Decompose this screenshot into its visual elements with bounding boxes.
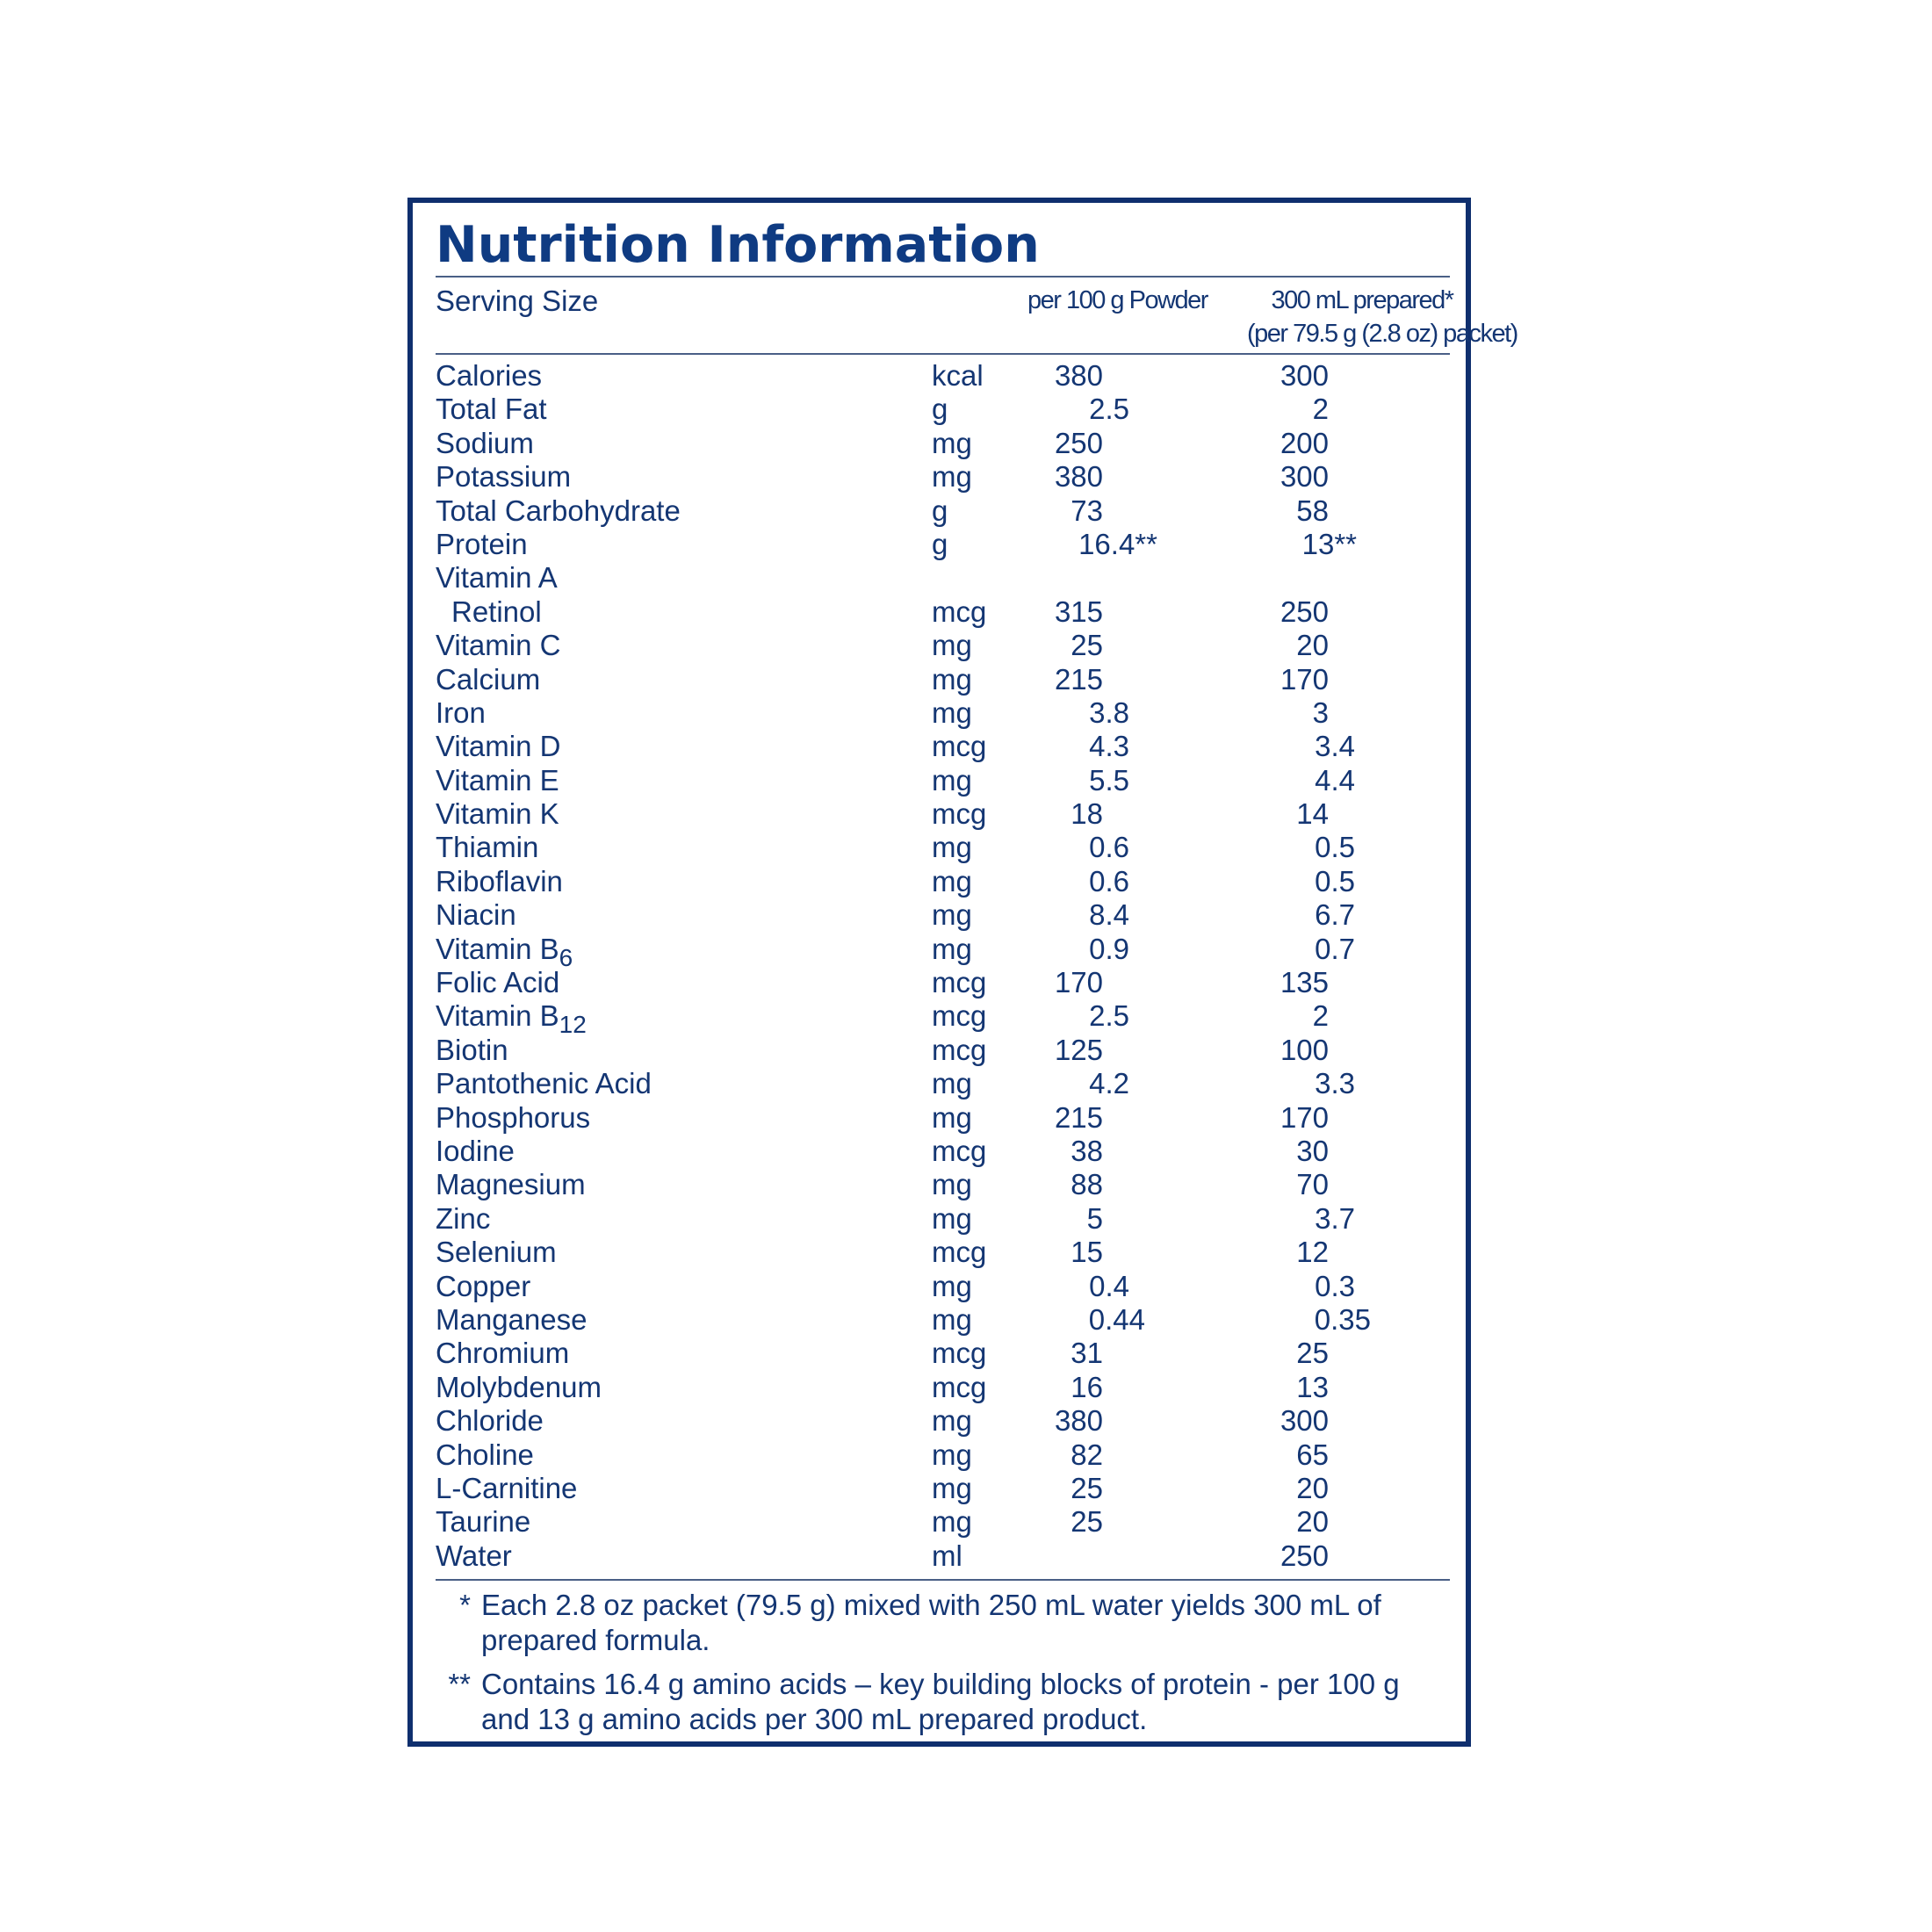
value-per-100g: 4.2: [1089, 1067, 1129, 1100]
value-per-100g: 0.6: [1089, 864, 1129, 898]
nutrient-unit: mg: [932, 898, 972, 932]
value-prepared: 20: [1296, 629, 1329, 662]
value-per-100g: 380: [1054, 359, 1103, 392]
nutrient-name-text: Vitamin E: [436, 763, 559, 797]
table-row: [436, 1472, 1454, 1505]
nutrient-unit: mg: [932, 662, 972, 696]
value-per-100g: 18: [1071, 797, 1103, 831]
table-row: [436, 1371, 1454, 1404]
nutrient-name: [436, 999, 587, 1039]
nutrient-name: [436, 427, 534, 460]
value-per-100g: 380: [1054, 1404, 1103, 1438]
value-per-100g: 25: [1071, 629, 1103, 662]
nutrient-name: [436, 1371, 602, 1404]
nutrient-unit: mg: [932, 1438, 972, 1471]
value-per-100g: 0.9: [1089, 932, 1129, 965]
nutrient-name-text: Vitamin B: [436, 932, 559, 965]
value-per-100g: 2.5: [1089, 393, 1129, 426]
value-prepared: 300: [1280, 1404, 1329, 1438]
value-prepared: 300: [1280, 460, 1329, 494]
table-row: [436, 1168, 1454, 1201]
value-per-100g: 0.6: [1089, 831, 1129, 864]
nutrient-unit: mcg: [932, 1337, 987, 1370]
nutrient-name: [436, 460, 571, 494]
value-per-100g: 380: [1054, 460, 1103, 494]
header-divider: [436, 353, 1450, 355]
value-prepared: 0.7: [1315, 932, 1355, 965]
nutrient-name: [436, 1202, 490, 1236]
value-per-100g: 250: [1054, 426, 1103, 459]
column-header-prepared-line1: 300 mL prepared*: [1271, 286, 1453, 314]
table-row: [436, 460, 1454, 494]
value-per-100g: 88: [1071, 1168, 1103, 1201]
table-row: [436, 629, 1454, 662]
table-row: [436, 898, 1454, 932]
nutrient-unit: mg: [932, 426, 972, 459]
nutrient-name-text: Vitamin D: [436, 730, 561, 763]
table-row: [436, 1337, 1454, 1370]
nutrient-name: [436, 797, 559, 831]
footnote-text: Each 2.8 oz packet (79.5 g) mixed with 250 mL water yields 300 mL of prepared formula.: [481, 1589, 1381, 1656]
value-prepared: 3: [1312, 696, 1329, 729]
page-title: Nutrition Information: [436, 216, 1040, 274]
nutrient-name-text: L-Carnitine: [436, 1471, 578, 1504]
nutrient-name: [436, 865, 563, 898]
value-prepared: 300: [1280, 359, 1329, 392]
value-prepared: 25: [1296, 1337, 1329, 1370]
nutrient-unit: mcg: [932, 797, 987, 831]
value-per-100g: 25: [1071, 1471, 1103, 1504]
value-prepared: 13: [1296, 1370, 1329, 1403]
serving-size-label: Serving Size: [436, 285, 599, 317]
nutrient-name: [436, 1135, 515, 1168]
value-per-100g: 15: [1071, 1236, 1103, 1269]
nutrient-name-text: Total Carbohydrate: [436, 494, 681, 527]
nutrient-name-text: Selenium: [436, 1236, 557, 1269]
value-per-100g: 4.3: [1089, 730, 1129, 763]
table-row: [436, 1236, 1454, 1269]
nutrient-name-text: Water: [436, 1539, 512, 1572]
nutrient-unit: g: [932, 494, 948, 527]
table-row: [436, 427, 1454, 460]
value-prepared: 30: [1296, 1134, 1329, 1167]
table-row: [436, 865, 1454, 898]
value-prepared: 0.5: [1315, 831, 1355, 864]
value-prepared: 20: [1296, 1471, 1329, 1504]
nutrient-unit: mg: [932, 1505, 972, 1539]
nutrient-name: [436, 1472, 577, 1505]
table-row: [436, 663, 1454, 696]
value-per-100g: 215: [1054, 662, 1103, 696]
value-prepared: 2: [1312, 393, 1329, 426]
nutrient-table: [436, 359, 1454, 1573]
footnote-item: [436, 1667, 1445, 1737]
table-row: [436, 393, 1454, 426]
value-prepared: 20: [1296, 1505, 1329, 1539]
nutrient-unit: mg: [932, 864, 972, 898]
footnotes: [436, 1588, 1445, 1746]
nutrient-name-subscript: 6: [559, 943, 573, 971]
nutrient-unit: mcg: [932, 595, 987, 628]
value-per-100g: 0.44: [1088, 1302, 1145, 1336]
table-row: [436, 696, 1454, 730]
nutrient-name: [436, 1101, 590, 1135]
nutrient-name-text: Riboflavin: [436, 864, 563, 898]
table-row: [436, 595, 1454, 629]
table-row: [436, 1202, 1454, 1236]
nutrient-unit: mg: [932, 1471, 972, 1504]
value-prepared: 170: [1280, 662, 1329, 696]
value-prepared: 3.4: [1315, 730, 1355, 763]
nutrient-name: [436, 1438, 534, 1472]
value-prepared: 170: [1280, 1100, 1329, 1134]
value-per-100g: 170: [1054, 966, 1103, 999]
table-row: [436, 831, 1454, 864]
value-per-100g: 125: [1054, 1033, 1103, 1066]
value-per-100g: 73: [1071, 494, 1103, 527]
value-per-100g: 16: [1071, 1370, 1103, 1403]
nutrient-name-text: Copper: [436, 1269, 531, 1302]
nutrient-name: [436, 1303, 587, 1337]
value-per-100g: 3.8: [1089, 696, 1129, 729]
nutrient-name-text: Potassium: [436, 460, 572, 494]
value-prepared: 250: [1280, 595, 1329, 628]
value-prepared: 135: [1280, 966, 1329, 999]
nutrient-name: [436, 730, 560, 763]
nutrient-name: [436, 932, 573, 971]
nutrient-unit: mg: [932, 629, 972, 662]
nutrient-name: [436, 1404, 544, 1438]
value-per-100g: 5: [1086, 1201, 1103, 1235]
nutrient-name-text: Manganese: [436, 1302, 588, 1336]
nutrient-name: [436, 898, 516, 932]
nutrient-unit: mg: [932, 1067, 972, 1100]
nutrient-name: [436, 359, 542, 393]
column-header-prepared: [1247, 284, 1517, 350]
nutrient-unit: g: [932, 527, 948, 560]
nutrient-unit: mg: [932, 1100, 972, 1134]
value-prepared: 100: [1280, 1033, 1329, 1066]
value-per-100g: 38: [1071, 1134, 1103, 1167]
table-row: [436, 730, 1454, 763]
table-row: [436, 932, 1454, 971]
table-row: [436, 966, 1454, 999]
value-per-100g: 0.4: [1089, 1269, 1129, 1302]
nutrient-unit: mg: [932, 460, 972, 494]
value-prepared: 3.7: [1315, 1201, 1355, 1235]
nutrient-name: [436, 1067, 652, 1100]
nutrient-name: [436, 966, 559, 999]
value-prepared: 6.7: [1315, 898, 1355, 932]
column-header-per-100g: per 100 g Powder: [1027, 286, 1208, 314]
nutrient-name-text: Folic Acid: [436, 966, 560, 999]
nutrient-name-text: Vitamin A: [436, 561, 558, 595]
nutrient-unit: mcg: [932, 966, 987, 999]
nutrient-name-text: Total Fat: [436, 393, 547, 426]
nutrient-name-text: Calories: [436, 359, 543, 392]
nutrient-name-text: Vitamin B: [436, 999, 559, 1033]
nutrient-unit: mcg: [932, 999, 987, 1033]
nutrient-name: [436, 1539, 512, 1573]
value-per-100g: 5.5: [1089, 763, 1129, 797]
nutrient-name: [436, 494, 681, 528]
table-row: [436, 1034, 1454, 1067]
nutrient-name-text: Pantothenic Acid: [436, 1067, 652, 1100]
value-prepared: 14: [1296, 797, 1329, 831]
title-divider: [436, 276, 1450, 278]
nutrient-name: [436, 764, 559, 797]
nutrient-unit: mg: [932, 831, 972, 864]
nutrient-unit: mg: [932, 1168, 972, 1201]
nutrient-name-text: Biotin: [436, 1033, 508, 1066]
nutrient-unit: mcg: [932, 1236, 987, 1269]
footnote-mark: *: [459, 1589, 471, 1621]
nutrient-name: [436, 1505, 530, 1539]
nutrient-unit: mg: [932, 1269, 972, 1302]
nutrient-name-text: Iron: [436, 696, 486, 729]
value-per-100g: 2.5: [1089, 999, 1129, 1033]
nutrient-unit: mcg: [932, 1033, 987, 1066]
table-row: [436, 359, 1454, 393]
table-row: [436, 561, 1454, 595]
nutrient-unit: mg: [932, 932, 972, 965]
table-row: [436, 999, 1454, 1039]
value-per-100g: 8.4: [1089, 898, 1129, 932]
nutrient-unit: mg: [932, 1404, 972, 1438]
nutrient-name: [436, 696, 486, 730]
value-prepared: 65: [1296, 1438, 1329, 1471]
table-row: [436, 528, 1454, 561]
value-prepared: 0.3: [1315, 1269, 1355, 1302]
nutrient-name: [436, 831, 538, 864]
table-row: [436, 1438, 1454, 1472]
value-prepared: 13**: [1301, 527, 1357, 560]
footnote-mark: **: [448, 1668, 471, 1700]
value-prepared: 3.3: [1315, 1067, 1355, 1100]
nutrient-name-text: Protein: [436, 527, 528, 560]
nutrient-name: [436, 1337, 569, 1370]
value-prepared: 0.35: [1314, 1302, 1371, 1336]
nutrient-name-subscript: 12: [559, 1011, 587, 1039]
nutrient-name-text: Calcium: [436, 662, 541, 696]
nutrient-name-text: Taurine: [436, 1505, 531, 1539]
footnote-text: Contains 16.4 g amino acids – key building blocks of protein - per 100 g and 13 g amino acids per 300 mL prepared product.: [481, 1668, 1400, 1735]
table-row: [436, 764, 1454, 797]
footnote-divider: [436, 1579, 1450, 1581]
nutrient-unit: mg: [932, 1201, 972, 1235]
nutrient-name: [436, 1034, 508, 1067]
table-row: [436, 1101, 1454, 1135]
nutrient-name-text: Iodine: [436, 1134, 515, 1167]
nutrient-name-text: Phosphorus: [436, 1100, 591, 1134]
nutrient-name-text: Niacin: [436, 898, 516, 932]
nutrient-name-text: Molybdenum: [436, 1370, 602, 1403]
table-row: [436, 1404, 1454, 1438]
nutrient-name-text: Chloride: [436, 1404, 544, 1438]
nutrient-name-text: Magnesium: [436, 1168, 586, 1201]
value-prepared: 4.4: [1315, 763, 1355, 797]
value-prepared: 2: [1312, 999, 1329, 1033]
nutrition-panel: [407, 198, 1517, 1747]
nutrient-unit: g: [932, 393, 948, 426]
nutrient-name: [436, 663, 540, 696]
nutrient-unit: mcg: [932, 730, 987, 763]
value-per-100g: 215: [1054, 1100, 1103, 1134]
value-prepared: 70: [1296, 1168, 1329, 1201]
nutrient-unit: mg: [932, 763, 972, 797]
nutrient-name: [436, 561, 558, 595]
nutrient-unit: mcg: [932, 1134, 987, 1167]
table-row: [436, 1270, 1454, 1303]
value-prepared: 250: [1280, 1539, 1329, 1572]
table-row: [436, 494, 1454, 528]
nutrient-name: [436, 1168, 586, 1201]
nutrient-name-text: Zinc: [436, 1201, 491, 1235]
table-row: [436, 797, 1454, 831]
value-per-100g: 31: [1071, 1337, 1103, 1370]
nutrient-unit: mg: [932, 696, 972, 729]
nutrient-unit: mcg: [932, 1370, 987, 1403]
value-per-100g: 25: [1071, 1505, 1103, 1539]
footnote-item: [436, 1588, 1445, 1658]
nutrient-name-text: Chromium: [436, 1337, 570, 1370]
value-prepared: 12: [1296, 1236, 1329, 1269]
value-per-100g: 16.4**: [1078, 527, 1157, 560]
nutrient-name: [451, 595, 542, 629]
value-prepared: 0.5: [1315, 864, 1355, 898]
nutrient-unit: ml: [932, 1539, 962, 1572]
table-row: [436, 1303, 1454, 1337]
nutrient-name: [436, 528, 528, 561]
nutrient-name: [436, 1270, 530, 1303]
nutrient-name: [436, 393, 547, 426]
nutrient-name-text: Vitamin K: [436, 797, 559, 831]
value-prepared: 58: [1296, 494, 1329, 527]
table-row: [436, 1539, 1454, 1573]
nutrient-name: [436, 629, 560, 662]
column-header-prepared-line2: (per 79.5 g (2.8 oz) packet): [1247, 320, 1517, 348]
table-row: [436, 1135, 1454, 1168]
nutrient-name-text: Thiamin: [436, 831, 539, 864]
value-per-100g: 82: [1071, 1438, 1103, 1471]
nutrient-name: [436, 1236, 557, 1269]
value-prepared: 200: [1280, 426, 1329, 459]
table-row: [436, 1505, 1454, 1539]
nutrient-name-text: Sodium: [436, 426, 534, 459]
value-per-100g: 315: [1054, 595, 1103, 628]
nutrient-name-text: Choline: [436, 1438, 534, 1471]
nutrient-name-text: Retinol: [451, 595, 542, 628]
nutrient-name-text: Vitamin C: [436, 629, 561, 662]
nutrient-unit: kcal: [932, 359, 984, 392]
table-row: [436, 1067, 1454, 1100]
nutrient-unit: mg: [932, 1302, 972, 1336]
